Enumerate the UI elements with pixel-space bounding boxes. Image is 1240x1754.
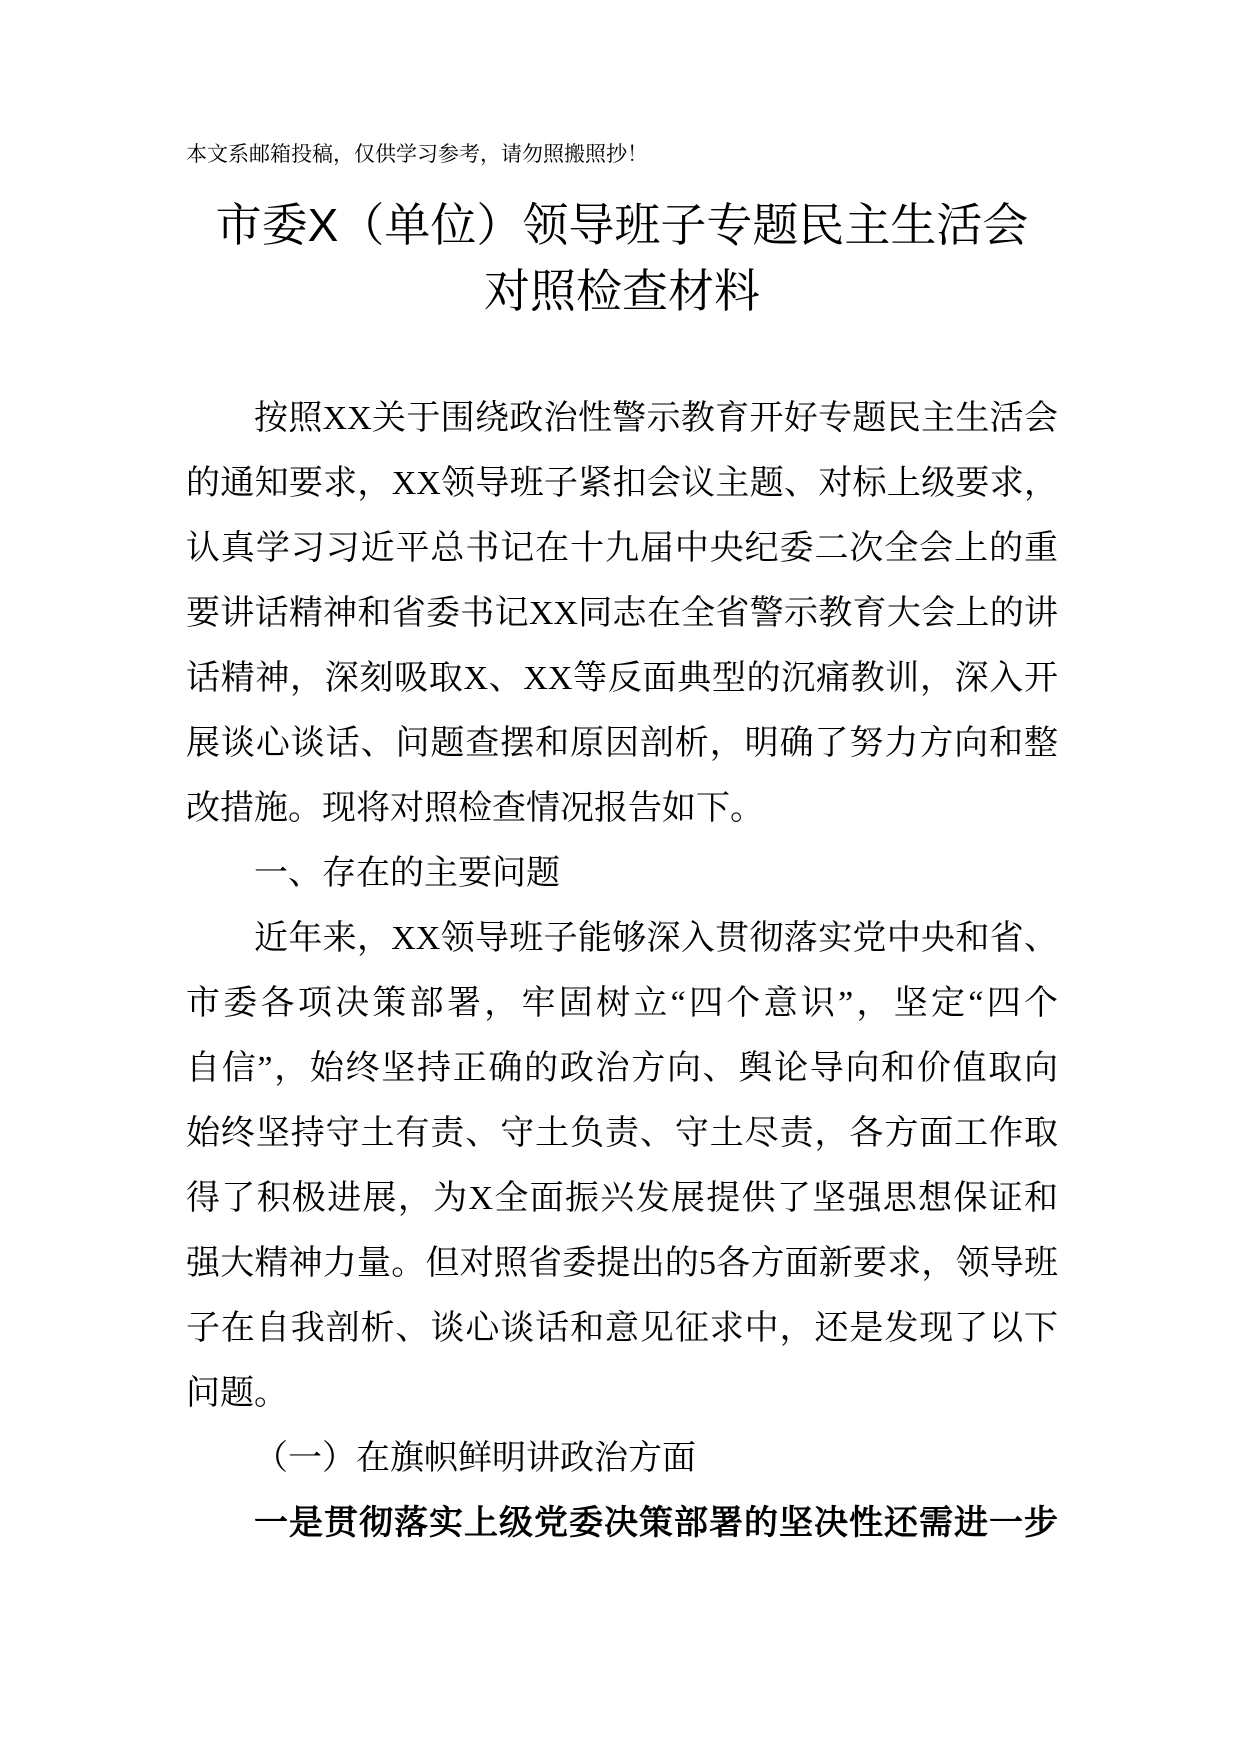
text-line: 得了积极进展，为X全面振兴发展提供了坚强思想保证和 bbox=[186, 1180, 1058, 1217]
text-line: 话精神，深刻吸取X、XX等反面典型的沉痛教训，深入开 bbox=[186, 660, 1058, 697]
disclaimer-note: 本文系邮箱投稿，仅供学习参考，请勿照搬照抄！ bbox=[186, 143, 648, 166]
text-line: 近年来，XX领导班子能够深入贯彻落实党中央和省、 bbox=[254, 920, 1058, 957]
text-line: 认真学习习近平总书记在十九届中央纪委二次全会上的重 bbox=[186, 530, 1058, 567]
title-line-1: 市委X（单位）领导班子专题民主生活会 bbox=[215, 199, 1029, 251]
title-line-2: 对照检查材料 bbox=[484, 265, 760, 317]
text-line: 要讲话精神和省委书记XX同志在全省警示教育大会上的讲 bbox=[186, 595, 1058, 632]
text-line: 按照XX关于围绕政治性警示教育开好专题民主生活会 bbox=[254, 400, 1058, 437]
section-heading: 一、存在的主要问题 bbox=[254, 855, 560, 892]
subsection-heading: （一）在旗帜鲜明讲政治方面 bbox=[254, 1440, 696, 1477]
text-line: 始终坚持守土有责、守土负责、守土尽责，各方面工作取 bbox=[186, 1115, 1058, 1152]
text-line: 的通知要求，XX领导班子紧扣会议主题、对标上级要求， bbox=[186, 465, 1058, 502]
text-line: 问题。 bbox=[186, 1375, 288, 1412]
document-body bbox=[186, 386, 1058, 1556]
document-title bbox=[186, 192, 1058, 324]
emphasis-line: 一是贯彻落实上级党委决策部署的坚决性还需进一步 bbox=[254, 1505, 1058, 1542]
text-line: 市委各项决策部署，牢固树立“四个意识”，坚定“四个 bbox=[186, 985, 1058, 1022]
document-content bbox=[186, 140, 1058, 1556]
text-line: 改措施。现将对照检查情况报告如下。 bbox=[186, 790, 764, 827]
text-line: 强大精神力量。但对照省委提出的5各方面新要求，领导班 bbox=[186, 1245, 1058, 1282]
text-line: 自信”，始终坚持正确的政治方向、舆论导向和价值取向 bbox=[186, 1050, 1058, 1087]
text-line: 子在自我剖析、谈心谈话和意见征求中，还是发现了以下 bbox=[186, 1310, 1058, 1347]
text-line: 展谈心谈话、问题查摆和原因剖析，明确了努力方向和整 bbox=[186, 725, 1058, 762]
paragraph-1 bbox=[186, 386, 1058, 841]
paragraph-2 bbox=[186, 906, 1058, 1426]
